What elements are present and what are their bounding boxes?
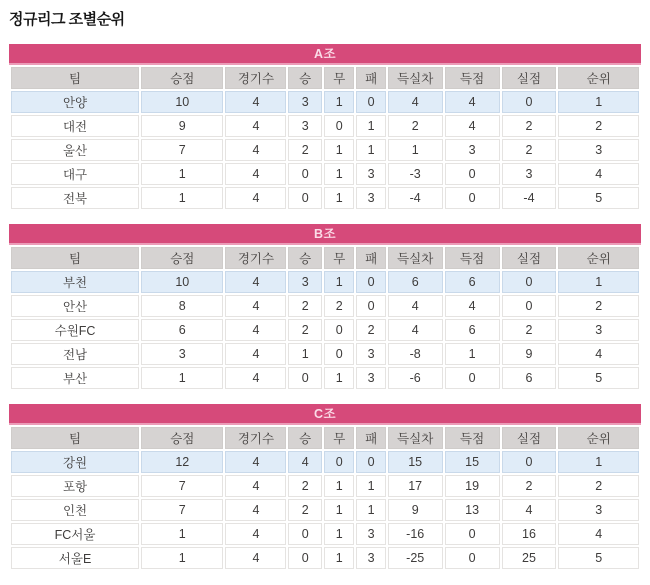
cell-losses: 2 (356, 319, 385, 341)
cell-goals_against: 2 (502, 139, 557, 161)
cell-goals_against: 0 (502, 451, 557, 473)
page-title: 정규리그 조별순위 (9, 11, 125, 28)
cell-rank: 4 (558, 163, 639, 185)
cell-goals_for: 1 (445, 343, 500, 365)
group-section (9, 224, 641, 391)
cell-goal_diff: 9 (388, 499, 443, 521)
cell-wins: 0 (288, 187, 322, 209)
column-header-points: 승점 (141, 67, 223, 89)
cell-goal_diff: -8 (388, 343, 443, 365)
cell-goal_diff: -3 (388, 163, 443, 185)
cell-wins: 2 (288, 499, 322, 521)
cell-wins: 2 (288, 475, 322, 497)
team-name-cell: 대전 (11, 115, 139, 137)
team-name-cell: 전남 (11, 343, 139, 365)
cell-draws: 1 (324, 475, 355, 497)
cell-rank: 1 (558, 451, 639, 473)
standings-table (9, 245, 641, 391)
team-name-cell: 부천 (11, 271, 139, 293)
column-header-points: 승점 (141, 247, 223, 269)
column-header-goals_against: 실점 (502, 247, 557, 269)
cell-games: 4 (225, 475, 286, 497)
cell-rank: 3 (558, 139, 639, 161)
group-name: A조 (313, 47, 337, 61)
column-header-goals_for: 득점 (445, 247, 500, 269)
cell-goal_diff: 4 (388, 295, 443, 317)
column-header-games: 경기수 (225, 427, 286, 449)
cell-rank: 1 (558, 91, 639, 113)
cell-wins: 1 (288, 343, 322, 365)
cell-goal_diff: 4 (388, 91, 443, 113)
cell-draws: 1 (324, 271, 355, 293)
column-header-team: 팀 (11, 427, 139, 449)
cell-goal_diff: 1 (388, 139, 443, 161)
cell-goals_for: 19 (445, 475, 500, 497)
group-name: C조 (313, 407, 337, 421)
cell-wins: 0 (288, 547, 322, 569)
cell-points: 3 (141, 343, 223, 365)
cell-goals_for: 0 (445, 523, 500, 545)
cell-rank: 3 (558, 499, 639, 521)
cell-rank: 5 (558, 187, 639, 209)
cell-goal_diff: -16 (388, 523, 443, 545)
cell-wins: 0 (288, 523, 322, 545)
table-row (11, 115, 639, 137)
column-header-points: 승점 (141, 427, 223, 449)
cell-draws: 0 (324, 451, 355, 473)
column-header-team: 팀 (11, 247, 139, 269)
column-header-losses: 패 (356, 247, 385, 269)
cell-losses: 0 (356, 451, 385, 473)
cell-goal_diff: -25 (388, 547, 443, 569)
cell-points: 1 (141, 523, 223, 545)
cell-games: 4 (225, 523, 286, 545)
cell-goal_diff: 2 (388, 115, 443, 137)
column-header-row (11, 427, 639, 449)
team-name-cell: 부산 (11, 367, 139, 389)
cell-draws: 1 (324, 547, 355, 569)
cell-goal_diff: -4 (388, 187, 443, 209)
column-header-goals_for: 득점 (445, 427, 500, 449)
cell-goals_for: 4 (445, 91, 500, 113)
column-header-row (11, 247, 639, 269)
column-header-goals_against: 실점 (502, 67, 557, 89)
cell-goals_for: 13 (445, 499, 500, 521)
team-name-cell: 대구 (11, 163, 139, 185)
cell-rank: 5 (558, 367, 639, 389)
cell-points: 1 (141, 367, 223, 389)
cell-draws: 1 (324, 91, 355, 113)
cell-games: 4 (225, 319, 286, 341)
cell-goals_for: 6 (445, 319, 500, 341)
cell-draws: 0 (324, 319, 355, 341)
cell-goal_diff: 17 (388, 475, 443, 497)
table-row (11, 499, 639, 521)
cell-goals_for: 4 (445, 295, 500, 317)
table-row (11, 163, 639, 185)
cell-points: 10 (141, 271, 223, 293)
column-header-draws: 무 (324, 67, 355, 89)
team-name-cell: 포항 (11, 475, 139, 497)
team-name-cell: 인천 (11, 499, 139, 521)
cell-games: 4 (225, 547, 286, 569)
cell-goals_against: 2 (502, 115, 557, 137)
cell-wins: 2 (288, 319, 322, 341)
cell-losses: 0 (356, 271, 385, 293)
cell-rank: 2 (558, 475, 639, 497)
cell-goals_against: 0 (502, 271, 557, 293)
cell-goals_for: 3 (445, 139, 500, 161)
cell-wins: 3 (288, 115, 322, 137)
table-row (11, 367, 639, 389)
cell-games: 4 (225, 115, 286, 137)
cell-losses: 1 (356, 475, 385, 497)
standings-table (9, 425, 641, 571)
column-header-rank: 순위 (558, 67, 639, 89)
column-header-goal_diff: 득실차 (388, 427, 443, 449)
team-name-cell: 안양 (11, 91, 139, 113)
cell-goal_diff: -6 (388, 367, 443, 389)
cell-points: 12 (141, 451, 223, 473)
column-header-goals_for: 득점 (445, 67, 500, 89)
cell-goals_for: 4 (445, 115, 500, 137)
group-section (9, 404, 641, 571)
cell-goals_against: 6 (502, 367, 557, 389)
cell-wins: 3 (288, 271, 322, 293)
table-row (11, 319, 639, 341)
team-name-cell: 울산 (11, 139, 139, 161)
cell-losses: 3 (356, 343, 385, 365)
cell-draws: 1 (324, 367, 355, 389)
cell-goal_diff: 4 (388, 319, 443, 341)
cell-wins: 2 (288, 139, 322, 161)
cell-goals_against: 2 (502, 475, 557, 497)
cell-games: 4 (225, 343, 286, 365)
cell-losses: 1 (356, 499, 385, 521)
team-name-cell: 수원FC (11, 319, 139, 341)
table-row (11, 547, 639, 569)
group-name: B조 (313, 227, 337, 241)
column-header-team: 팀 (11, 67, 139, 89)
cell-rank: 2 (558, 295, 639, 317)
groups-container (9, 44, 641, 571)
cell-draws: 1 (324, 139, 355, 161)
cell-wins: 0 (288, 367, 322, 389)
cell-wins: 4 (288, 451, 322, 473)
cell-losses: 0 (356, 295, 385, 317)
cell-goals_against: 0 (502, 295, 557, 317)
column-header-losses: 패 (356, 427, 385, 449)
table-row (11, 523, 639, 545)
column-header-goals_against: 실점 (502, 427, 557, 449)
cell-games: 4 (225, 499, 286, 521)
table-row (11, 451, 639, 473)
cell-games: 4 (225, 295, 286, 317)
cell-draws: 2 (324, 295, 355, 317)
table-row (11, 271, 639, 293)
team-name-cell: 강원 (11, 451, 139, 473)
cell-games: 4 (225, 367, 286, 389)
cell-losses: 3 (356, 187, 385, 209)
column-header-games: 경기수 (225, 247, 286, 269)
column-header-wins: 승 (288, 247, 322, 269)
table-row (11, 475, 639, 497)
cell-goals_against: 25 (502, 547, 557, 569)
cell-draws: 0 (324, 115, 355, 137)
team-name-cell: 서울E (11, 547, 139, 569)
table-row (11, 139, 639, 161)
column-header-goal_diff: 득실차 (388, 247, 443, 269)
cell-goal_diff: 15 (388, 451, 443, 473)
column-header-rank: 순위 (558, 247, 639, 269)
cell-goals_against: 2 (502, 319, 557, 341)
cell-losses: 0 (356, 91, 385, 113)
cell-points: 1 (141, 547, 223, 569)
cell-games: 4 (225, 451, 286, 473)
cell-goals_against: 3 (502, 163, 557, 185)
cell-games: 4 (225, 139, 286, 161)
cell-games: 4 (225, 187, 286, 209)
cell-losses: 3 (356, 547, 385, 569)
cell-goals_for: 6 (445, 271, 500, 293)
cell-goals_for: 0 (445, 187, 500, 209)
cell-losses: 3 (356, 367, 385, 389)
column-header-wins: 승 (288, 427, 322, 449)
cell-goals_for: 0 (445, 367, 500, 389)
cell-draws: 1 (324, 523, 355, 545)
cell-goals_for: 15 (445, 451, 500, 473)
cell-draws: 1 (324, 499, 355, 521)
table-row (11, 187, 639, 209)
table-row (11, 91, 639, 113)
column-header-rank: 순위 (558, 427, 639, 449)
cell-rank: 1 (558, 271, 639, 293)
cell-losses: 3 (356, 163, 385, 185)
standings-table (9, 65, 641, 211)
team-name-cell: 안산 (11, 295, 139, 317)
cell-goals_against: 16 (502, 523, 557, 545)
team-name-cell: FC서울 (11, 523, 139, 545)
cell-rank: 4 (558, 343, 639, 365)
cell-points: 1 (141, 187, 223, 209)
cell-games: 4 (225, 163, 286, 185)
cell-losses: 1 (356, 139, 385, 161)
cell-draws: 0 (324, 343, 355, 365)
table-row (11, 343, 639, 365)
cell-losses: 1 (356, 115, 385, 137)
group-header-bar (9, 224, 641, 245)
group-header-bar (9, 44, 641, 65)
cell-points: 9 (141, 115, 223, 137)
cell-points: 8 (141, 295, 223, 317)
cell-rank: 3 (558, 319, 639, 341)
cell-goals_against: 0 (502, 91, 557, 113)
column-header-losses: 패 (356, 67, 385, 89)
cell-wins: 0 (288, 163, 322, 185)
cell-rank: 4 (558, 523, 639, 545)
cell-rank: 5 (558, 547, 639, 569)
cell-points: 7 (141, 499, 223, 521)
column-header-draws: 무 (324, 247, 355, 269)
cell-goals_for: 0 (445, 163, 500, 185)
cell-draws: 1 (324, 187, 355, 209)
cell-goals_against: 9 (502, 343, 557, 365)
cell-games: 4 (225, 91, 286, 113)
cell-wins: 2 (288, 295, 322, 317)
cell-goals_for: 0 (445, 547, 500, 569)
column-header-draws: 무 (324, 427, 355, 449)
column-header-wins: 승 (288, 67, 322, 89)
cell-points: 6 (141, 319, 223, 341)
cell-rank: 2 (558, 115, 639, 137)
column-header-games: 경기수 (225, 67, 286, 89)
column-header-row (11, 67, 639, 89)
group-header-bar (9, 404, 641, 425)
cell-goal_diff: 6 (388, 271, 443, 293)
cell-losses: 3 (356, 523, 385, 545)
cell-points: 10 (141, 91, 223, 113)
cell-goals_against: -4 (502, 187, 557, 209)
column-header-goal_diff: 득실차 (388, 67, 443, 89)
table-row (11, 295, 639, 317)
team-name-cell: 전북 (11, 187, 139, 209)
group-section (9, 44, 641, 211)
cell-draws: 1 (324, 163, 355, 185)
cell-points: 7 (141, 475, 223, 497)
cell-goals_against: 4 (502, 499, 557, 521)
cell-points: 1 (141, 163, 223, 185)
cell-wins: 3 (288, 91, 322, 113)
cell-points: 7 (141, 139, 223, 161)
cell-games: 4 (225, 271, 286, 293)
